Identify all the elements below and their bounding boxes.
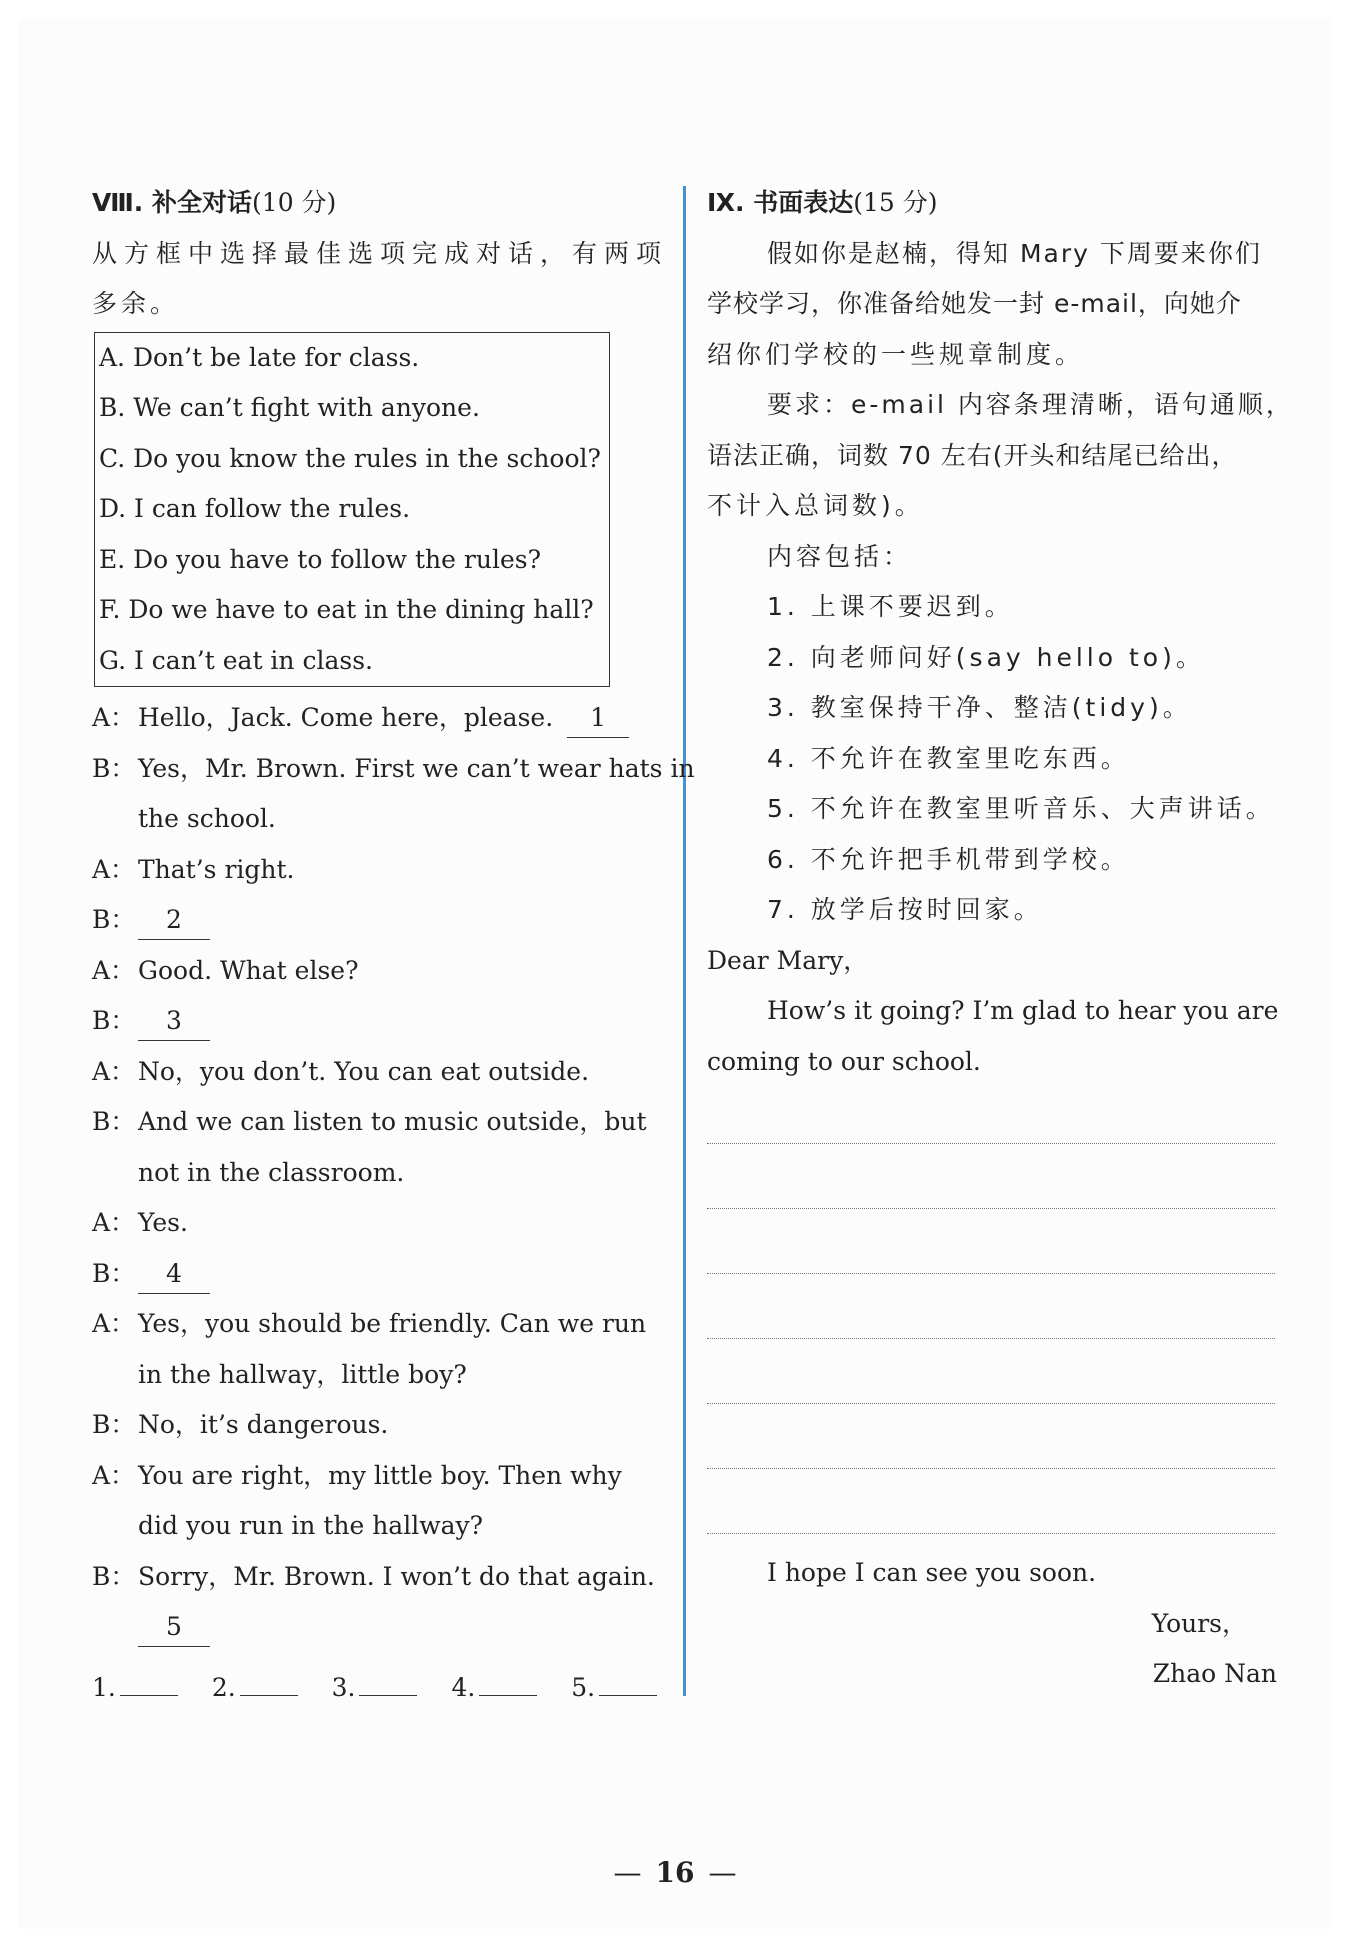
dialogue-line [92, 1552, 662, 1603]
answer-number: 3. [331, 1672, 356, 1702]
answer-number: 4. [451, 1672, 476, 1702]
section-9-heading [707, 178, 1277, 229]
speaker-label: B： [92, 1006, 136, 1035]
answer-field-4[interactable] [479, 1661, 537, 1696]
dialogue-text: Good. What else? [138, 955, 359, 985]
page-dash: — [708, 1856, 737, 1889]
speaker-label: A： [92, 955, 136, 985]
content-point: 4. 不允许在教室里吃东西。 [767, 743, 1130, 773]
prompt-line: 绍你们学校的一些规章制度。 [707, 339, 1085, 369]
speaker-label: A： [92, 1208, 136, 1237]
answer-row [92, 1661, 662, 1712]
content-point: 1. 上课不要迟到。 [767, 592, 1014, 621]
answer-item [332, 1661, 418, 1714]
answer-blank-3[interactable]: 3 [138, 1002, 210, 1041]
dialogue-line [92, 1198, 662, 1249]
speaker-label: B： [92, 1258, 136, 1288]
speaker-label: A： [92, 1309, 136, 1338]
answer-blank-4[interactable]: 4 [138, 1255, 210, 1294]
writing-area[interactable] [707, 1087, 1277, 1534]
speaker-label: A： [92, 703, 136, 732]
option-e: E. Do you have to follow the rules? [99, 544, 541, 574]
answer-number: 1. [92, 1672, 116, 1702]
letter-opening: How’s it going? I’m glad to hear you are [767, 996, 1279, 1025]
dialogue-text: And we can listen to music outside，but [138, 1107, 647, 1136]
instruction-line: 从方框中选择最佳选项完成对话，有两项 [92, 238, 669, 268]
dialogue-continuation: in the hallway，little boy? [138, 1359, 467, 1389]
answer-item [92, 1661, 178, 1714]
section-9-writing [707, 178, 1294, 1700]
speaker-label: A： [92, 1460, 136, 1490]
dialogue-line [92, 1451, 662, 1502]
dialogue-line [92, 1249, 662, 1300]
speaker-label: B： [92, 1561, 136, 1591]
requirement-line: 不计入总词数)。 [707, 491, 924, 520]
content-point: 3. 教室保持干净、整洁(tidy)。 [767, 693, 1192, 722]
section-title: 补全对话 [152, 188, 253, 217]
answer-item [571, 1661, 657, 1714]
writing-line[interactable] [707, 1274, 1275, 1339]
section-points: (10 分) [252, 188, 337, 217]
writing-line[interactable] [707, 1404, 1275, 1469]
dialogue-text: No，you don’t. You can eat outside. [138, 1056, 590, 1086]
answer-number: 2. [211, 1672, 236, 1702]
dialogue-line [92, 744, 695, 795]
dialogue-line [92, 946, 662, 997]
dialogue-continuation: did you run in the hallway? [138, 1511, 484, 1540]
option-b: B. We can’t fight with anyone. [99, 393, 480, 422]
content-point: 7. 放学后按时回家。 [767, 895, 1043, 924]
writing-line[interactable] [707, 1144, 1275, 1209]
dialogue-text: Hello，Jack. Come here，please. [138, 703, 554, 732]
options-box [94, 332, 610, 688]
letter-signoff: Yours， [1151, 1608, 1247, 1638]
dialogue-line [92, 845, 662, 896]
answer-item [212, 1661, 298, 1714]
prompt-line: 假如你是赵楠，得知 Mary 下周要来你们 [767, 238, 1262, 268]
writing-line[interactable] [707, 1209, 1275, 1274]
dialogue-continuation: the school. [138, 804, 276, 833]
option-g: G. I can’t eat in class. [99, 645, 373, 675]
answer-item [451, 1661, 537, 1714]
content-point: 2. 向老师问好(say hello to)。 [767, 642, 1205, 672]
dialogue-text: No，it’s dangerous. [138, 1410, 389, 1439]
answer-blank-2[interactable]: 2 [138, 901, 210, 940]
dialogue-continuation: not in the classroom. [138, 1157, 405, 1187]
answer-field-1[interactable] [120, 1661, 178, 1696]
letter-opening: coming to our school. [707, 1046, 981, 1076]
section-8-heading [92, 178, 662, 229]
requirement-line: 要求：e-mail 内容条理清晰，语句通顺， [767, 390, 1294, 419]
answer-blank-1[interactable]: 1 [567, 699, 629, 738]
option-d: D. I can follow the rules. [99, 494, 411, 523]
dialogue-line [92, 996, 662, 1047]
speaker-label: B： [92, 1410, 136, 1439]
section-number: Ⅷ. [92, 188, 144, 217]
dialogue-continuation [92, 1602, 662, 1653]
dialogue-line [92, 1097, 662, 1148]
section-points: (15 分) [853, 188, 938, 217]
option-a: A. Don’t be late for class. [99, 342, 420, 372]
dialogue-text: Yes，Mr. Brown. First we can’t wear hats in [138, 753, 695, 783]
option-c: C. Do you know the rules in the school? [99, 443, 601, 473]
section-8-dialogue [92, 178, 695, 1711]
page-dash: — [613, 1856, 642, 1889]
content-point: 6. 不允许把手机带到学校。 [767, 844, 1130, 874]
content-point: 5. 不允许在教室里听音乐、大声讲话。 [767, 794, 1275, 823]
dialogue-line [92, 693, 662, 744]
answer-blank-5[interactable]: 5 [138, 1608, 210, 1647]
letter-closing: I hope I can see you soon. [767, 1558, 1097, 1587]
content-label: 内容包括： [767, 541, 913, 571]
speaker-label: B： [92, 1107, 136, 1136]
section-number: Ⅸ. [707, 188, 745, 217]
dialogue-text: You are right，my little boy. Then why [138, 1460, 622, 1490]
dialogue-text: Yes，you should be friendly. Can we run [138, 1309, 647, 1338]
dialogue-line [92, 1299, 662, 1350]
dialogue-line [92, 1047, 662, 1098]
requirement-line: 语法正确，词数 70 左右(开头和结尾已给出， [707, 440, 1238, 470]
prompt-line: 学校学习，你准备给她发一封 e-mail，向她介 [707, 289, 1242, 318]
section-title: 书面表达 [753, 188, 854, 217]
writing-line[interactable] [707, 1469, 1275, 1534]
answer-number: 5. [571, 1672, 596, 1702]
speaker-label: A： [92, 1056, 136, 1086]
dialogue-line [92, 1400, 662, 1451]
column-divider [683, 186, 686, 1696]
answer-field-5[interactable] [599, 1661, 657, 1696]
answer-field-2[interactable] [240, 1661, 298, 1696]
dialogue-text: That’s right. [138, 854, 295, 884]
letter-salutation: Dear Mary， [707, 945, 869, 975]
speaker-label: B： [92, 753, 136, 783]
speaker-label: B： [92, 905, 136, 934]
dialogue-line [92, 895, 662, 946]
dialogue-text: Sorry，Mr. Brown. I won’t do that again. [138, 1561, 655, 1591]
page-number-value: 16 [655, 1856, 695, 1889]
answer-field-3[interactable] [359, 1661, 417, 1696]
dialogue-text: Yes. [138, 1208, 188, 1237]
instruction-line: 多余。 [92, 289, 180, 318]
letter-signature: Zhao Nan [1152, 1659, 1277, 1688]
page-number [0, 1856, 1350, 1889]
writing-line[interactable] [707, 1087, 1275, 1144]
writing-line[interactable] [707, 1339, 1275, 1404]
option-f: F. Do we have to eat in the dining hall? [99, 595, 594, 624]
speaker-label: A： [92, 854, 136, 884]
